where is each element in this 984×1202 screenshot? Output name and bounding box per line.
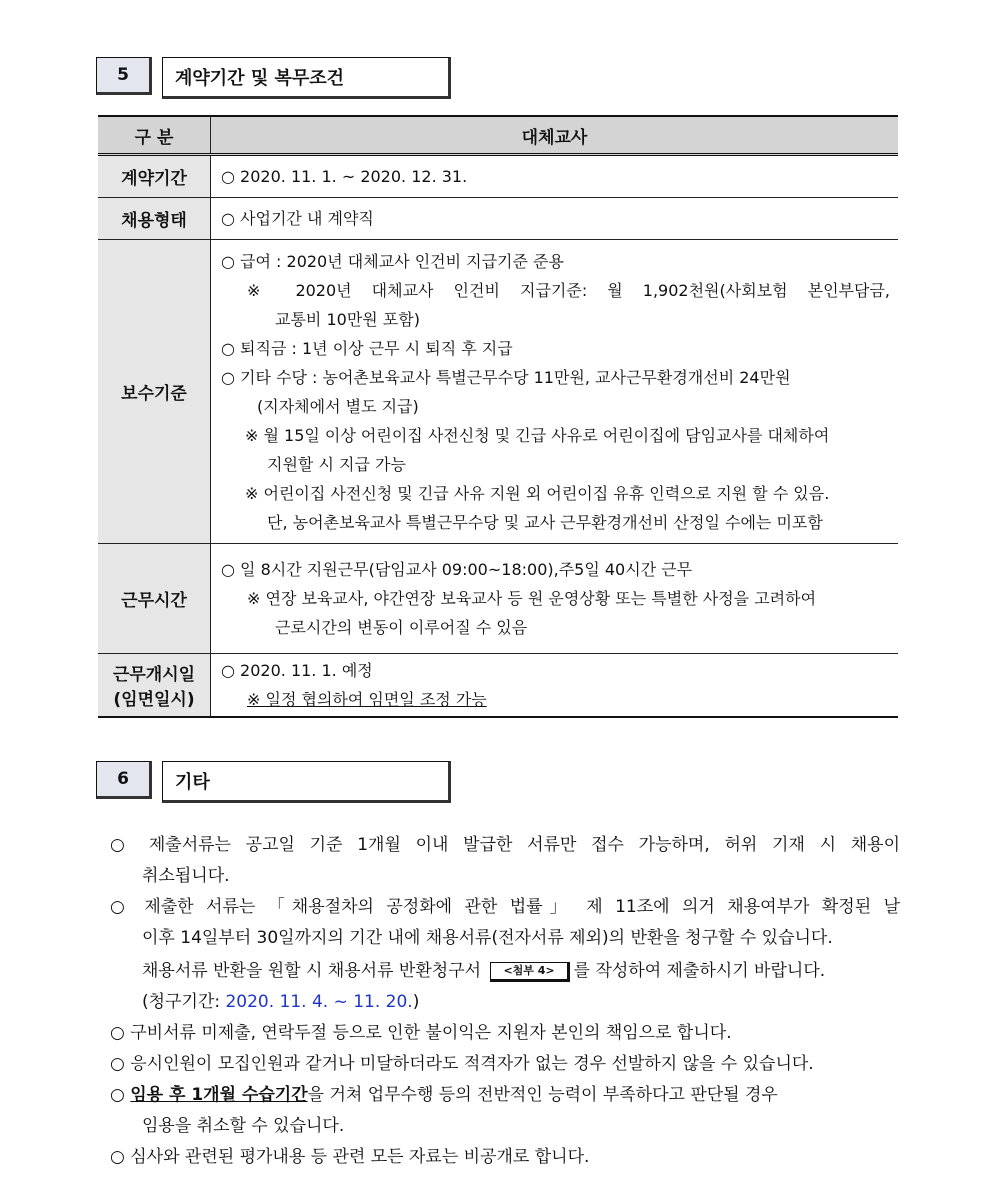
note-line: 임용을 취소할 수 있습니다. bbox=[142, 1116, 345, 1136]
note-line: ○ 응시인원이 모집인원과 같거나 미달하더라도 적격자가 없는 경우 선발하지 않을 수 있습니다. bbox=[110, 1054, 814, 1074]
note-line: ○ 심사와 관련된 평가내용 등 관련 모든 자료는 비공개로 합니다. bbox=[110, 1147, 590, 1167]
value-line: ○ 기타 수당 : 농어촌보육교사 특별근무수당 11만원, 교사근무환경개선비 24만원 bbox=[221, 367, 791, 387]
value-line: 근로시간의 변동이 이루어질 수 있음 bbox=[275, 618, 528, 637]
section-title: 기타 bbox=[162, 761, 451, 803]
value-line: ※ 일정 협의하여 임면일 조정 가능 bbox=[247, 690, 487, 709]
note-text: 를 작성하여 제출하시기 바랍니다. bbox=[573, 961, 826, 981]
value-line: ○ 2020. 11. 1. 예정 bbox=[221, 661, 373, 680]
row-label: 근무시간 bbox=[98, 544, 211, 654]
header-label: 구 분 bbox=[98, 116, 211, 155]
table-row bbox=[98, 240, 898, 544]
probation-emphasis: 임용 후 1개월 수습기간 bbox=[130, 1085, 308, 1105]
period-value: 2020. 11. 4. ~ 11. 20. bbox=[225, 992, 413, 1012]
note-line bbox=[110, 1080, 900, 1111]
other-notes bbox=[110, 830, 900, 1173]
row-value bbox=[211, 198, 899, 240]
note-text: 을 거쳐 업무수행 등의 전반적인 능력이 부족하다고 판단될 경우 bbox=[307, 1085, 778, 1105]
note-line: ○ 구비서류 미제출, 연락두절 등으로 인한 불이익은 지원자 본인의 책임으로 합니다. bbox=[110, 1023, 732, 1043]
note-line: ○ 제출한 서류는 「채용절차의 공정화에 관한 법률」 제 11조에 의거 채용여부가 확정된 날 bbox=[110, 897, 900, 917]
note-line bbox=[110, 956, 900, 987]
section-number: 6 bbox=[96, 761, 152, 799]
table-row bbox=[98, 198, 898, 240]
attachment-badge: <첨부 4> bbox=[490, 962, 569, 982]
value-line: ○ 급여 : 2020년 대체교사 인건비 지급기준 준용 bbox=[221, 251, 564, 271]
section-title: 계약기간 및 복무조건 bbox=[162, 57, 451, 99]
value-line: ※ 어린이집 사전신청 및 긴급 사유 지원 외 어린이집 유휴 인력으로 지원 할 수 있음. bbox=[245, 483, 830, 503]
period-end: ) bbox=[412, 992, 420, 1012]
value-line: ※ 2020년 대체교사 인건비 지급기준: 월 1,902천원(사회보험 본인부담금, bbox=[247, 280, 890, 300]
value-line: ※ 월 15일 이상 어린이집 사전신청 및 긴급 사유로 어린이집에 담임교사를 대체하여 bbox=[245, 425, 830, 445]
note-bullet: ○ bbox=[110, 1085, 131, 1105]
value-line: 지원할 시 지급 가능 bbox=[267, 454, 406, 474]
row-label-line: (임면일시) bbox=[113, 690, 195, 710]
table-header-row bbox=[98, 116, 898, 155]
row-label: 계약기간 bbox=[98, 155, 211, 198]
row-label: 보수기준 bbox=[98, 240, 211, 544]
value-line: ○ 사업기간 내 계약직 bbox=[221, 209, 374, 228]
note-line bbox=[110, 987, 900, 1018]
table-row bbox=[98, 654, 898, 718]
header-value: 대체교사 bbox=[211, 116, 899, 155]
row-label: 채용형태 bbox=[98, 198, 211, 240]
note-text: 채용서류 반환을 원할 시 채용서류 반환청구서 bbox=[142, 961, 482, 981]
note-line: 이후 14일부터 30일까지의 기간 내에 채용서류(전자서류 제외)의 반환을 청구할 수 있습니다. bbox=[142, 928, 833, 948]
value-line: 교통비 10만원 포함) bbox=[275, 309, 420, 329]
row-label-line: 근무개시일 bbox=[112, 665, 196, 685]
value-line: 단, 농어촌보육교사 특별근무수당 및 교사 근무환경개선비 산정일 수에는 미포함 bbox=[267, 512, 823, 532]
table-row bbox=[98, 155, 898, 198]
row-value bbox=[211, 155, 899, 198]
value-line: ○ 일 8시간 지원근무(담임교사 09:00~18:00),주5일 40시간 근무 bbox=[221, 560, 693, 579]
section-number: 5 bbox=[96, 57, 152, 95]
note-line: 취소됩니다. bbox=[142, 866, 230, 886]
row-value bbox=[211, 544, 899, 654]
period-label: (청구기간: bbox=[142, 992, 226, 1012]
row-value bbox=[211, 654, 899, 718]
table-row bbox=[98, 544, 898, 654]
conditions-table bbox=[98, 115, 898, 718]
row-value bbox=[211, 240, 899, 544]
value-line: ○ 2020. 11. 1. ~ 2020. 12. 31. bbox=[221, 167, 468, 186]
value-line: ※ 연장 보육교사, 야간연장 보육교사 등 원 운영상황 또는 특별한 사정을 고려하여 bbox=[247, 589, 817, 608]
note-line: ○ 제출서류는 공고일 기준 1개월 이내 발급한 서류만 접수 가능하며, 허위 기재 시 채용이 bbox=[110, 835, 900, 855]
value-line: (지자체에서 별도 지급) bbox=[257, 396, 419, 416]
row-label bbox=[98, 654, 211, 718]
value-line: ○ 퇴직금 : 1년 이상 근무 시 퇴직 후 지급 bbox=[221, 338, 513, 358]
